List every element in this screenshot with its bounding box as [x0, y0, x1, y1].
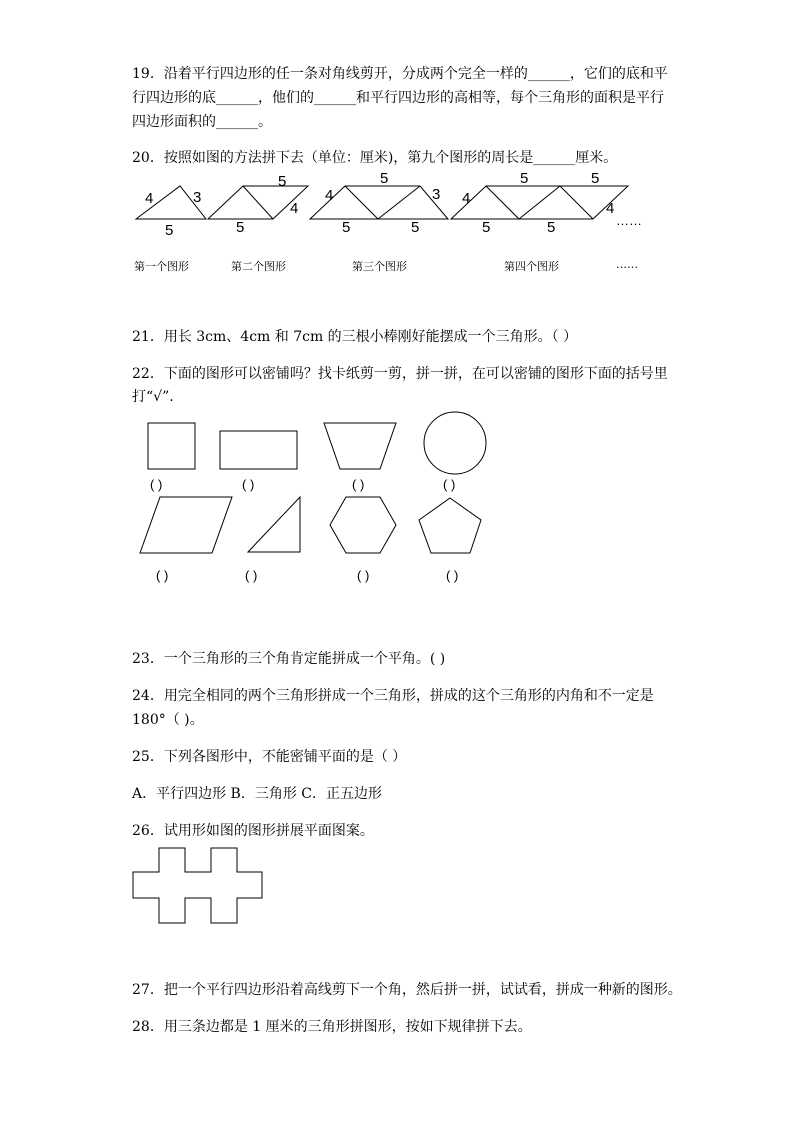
q23-question: 23．一个三角形的三个角肯定能拼成一个平角。( )	[132, 651, 446, 667]
q19-line1: 19．沿着平行四边形的任一条对角线剪开，分成两个完全一样的______，它们的底和平	[132, 66, 668, 82]
q20-caption: 第三个图形	[352, 260, 407, 273]
hexagon-shape	[330, 497, 396, 553]
pentagon-shape	[419, 498, 481, 553]
circle-shape	[424, 412, 486, 474]
q20-label: 4	[606, 200, 615, 217]
triangle-shape	[248, 497, 300, 552]
q20-label: 4	[325, 187, 334, 204]
q21-question: 21．用长 3cm、4cm 和 7cm 的三根小棒刚好能摆成一个三角形。（ ）	[132, 329, 578, 345]
q20-question: 20．按照如图的方法拼下去（单位：厘米)，第九个图形的周长是______厘米。	[132, 150, 618, 166]
q20-label: 5	[411, 219, 420, 236]
q22-answer-paren[interactable]: ( )	[242, 477, 255, 492]
q20-label: 4	[462, 190, 471, 207]
q27-question: 27．把一个平行四边形沿着高线剪下一个角，然后拼一拼，试试看，拼成一种新的图形。	[132, 982, 682, 998]
q25-options: A．平行四边形 B．三角形 C．正五边形	[132, 786, 383, 802]
q22-answer-paren[interactable]: ( )	[352, 477, 365, 492]
q20-caption: ……	[616, 258, 638, 271]
q22-line2: 打“√”.	[132, 389, 174, 405]
q20-label: 5	[165, 222, 174, 239]
q20-label: 5	[591, 170, 600, 187]
trapezoid-shape	[324, 423, 396, 469]
q19-line3: 四边形面积的______。	[132, 114, 272, 130]
q20-label: 5	[278, 173, 287, 190]
q20-label: 5	[520, 170, 529, 187]
q22-answer-paren[interactable]: ( )	[150, 477, 163, 492]
q20-label: 5	[342, 219, 351, 236]
q20-label: 5	[236, 219, 245, 236]
q22-answer-paren[interactable]: ( )	[446, 568, 459, 583]
rectangle-shape	[220, 431, 297, 469]
q28-question: 28．用三条边都是 1 厘米的三角形拼图形，按如下规律拼下去。	[132, 1019, 532, 1035]
q20-caption: 第一个图形	[134, 260, 189, 273]
q26-question: 26．试用形如图的图形拼展平面图案。	[132, 823, 374, 839]
q20-label: 4	[290, 200, 299, 217]
q24-line2: 180°（ )。	[132, 712, 204, 728]
q20-label: 5	[380, 170, 389, 187]
q20-label: 3	[193, 189, 202, 206]
q22-answer-paren[interactable]: ( )	[156, 568, 169, 583]
q20-label: 3	[432, 186, 441, 203]
q22-line1: 22．下面的图形可以密铺吗？找卡纸剪一剪，拼一拼，在可以密铺的图形下面的括号里	[132, 366, 668, 382]
q24-line1: 24．用完全相同的两个三角形拼成一个三角形，拼成的这个三角形的内角和不一定是	[132, 688, 654, 704]
q20-caption: 第四个图形	[504, 260, 559, 273]
q26-tile-figure	[133, 848, 262, 923]
q20-label: 5	[547, 219, 556, 236]
q22-answer-paren[interactable]: ( )	[357, 568, 370, 583]
q20-caption: 第二个图形	[231, 260, 286, 273]
parallelogram-shape	[140, 497, 232, 553]
q20-label: 5	[482, 219, 491, 236]
q25-question: 25．下列各图形中，不能密铺平面的是（ ）	[132, 749, 407, 765]
square-shape	[148, 423, 195, 469]
q19-line2: 行四边形的底______，他们的______和平行四边形的高相等，每个三角形的面积是平行	[132, 90, 664, 106]
q22-answer-paren[interactable]: ( )	[443, 477, 456, 492]
q20-dots: ……	[616, 213, 642, 228]
q20-label: 4	[145, 190, 154, 207]
q22-answer-paren[interactable]: ( )	[245, 568, 258, 583]
